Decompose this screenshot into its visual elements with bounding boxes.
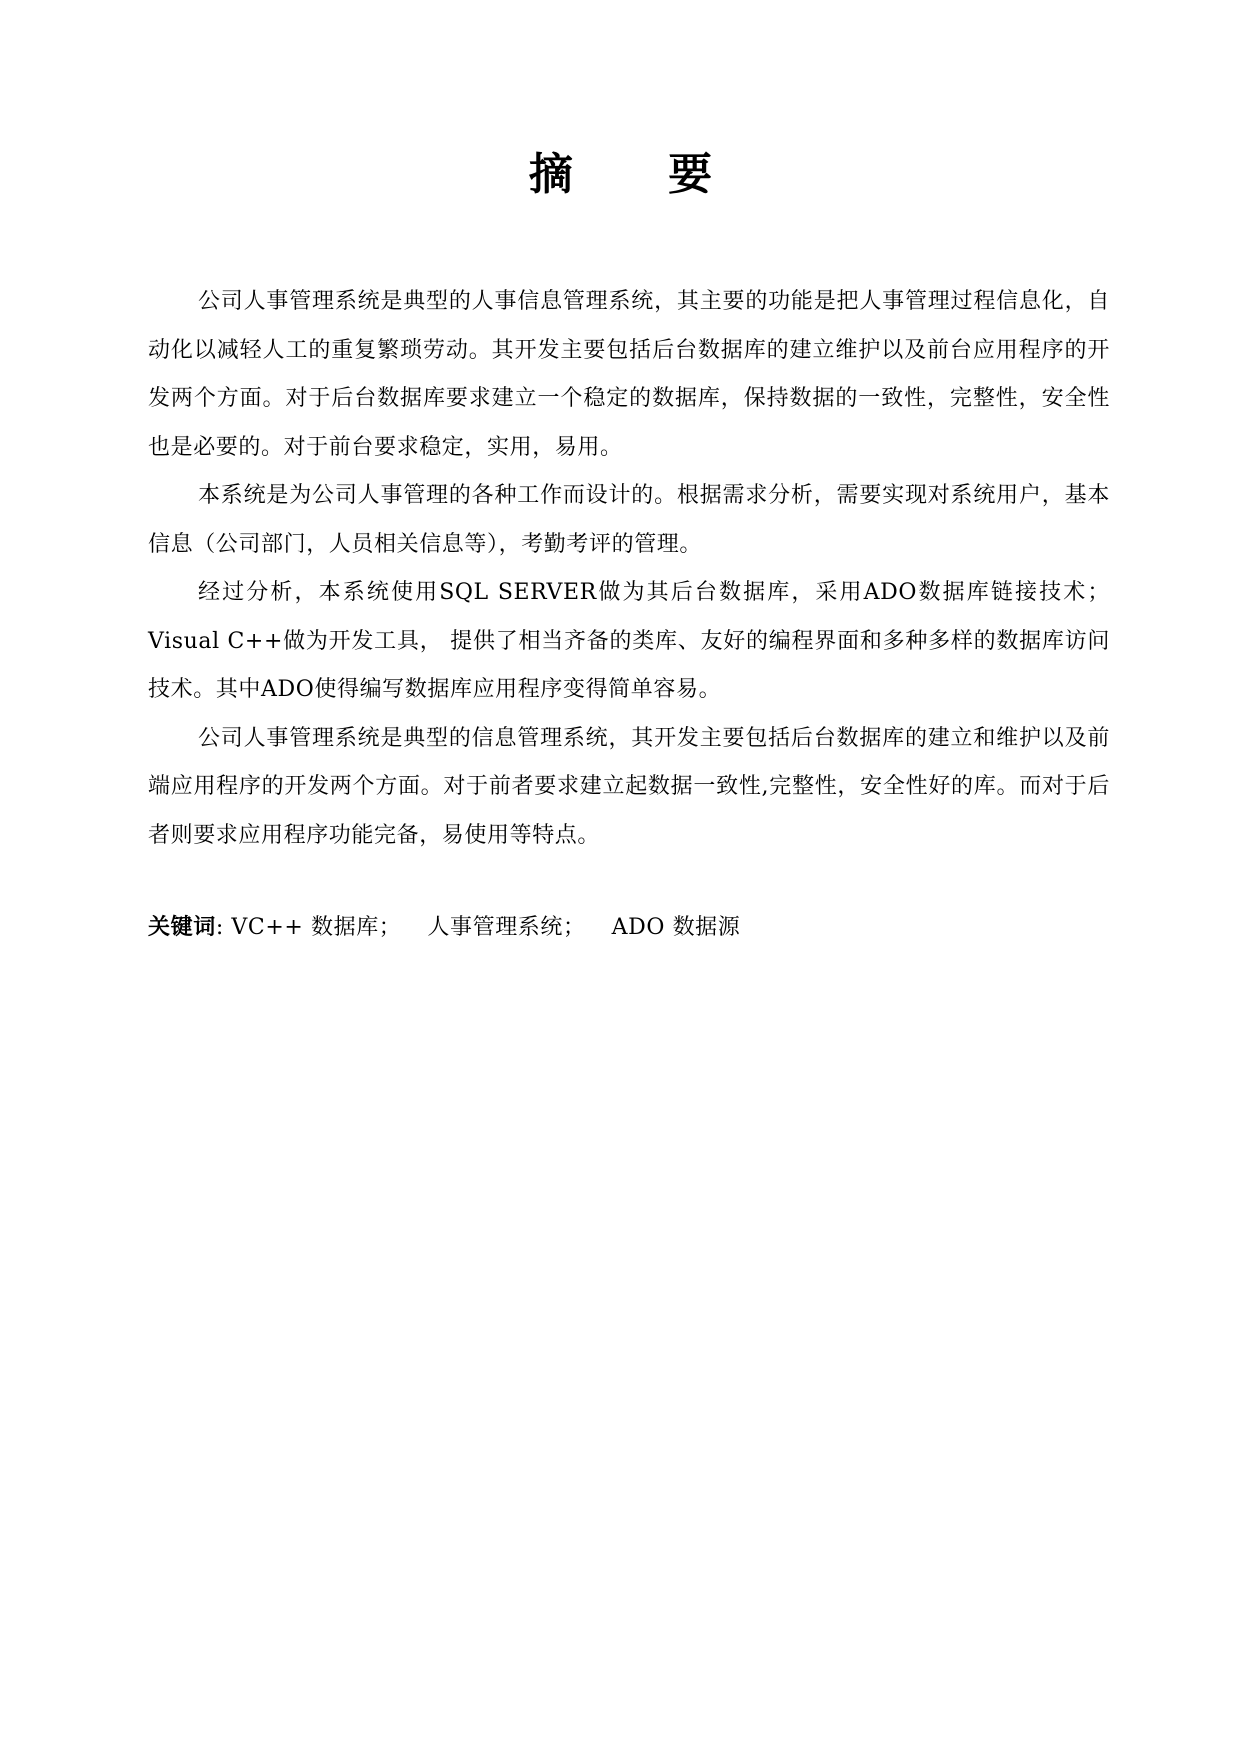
keywords-label: 关键词 (148, 915, 216, 940)
page-title: 摘 要 (528, 149, 753, 200)
keyword-item: VC++ 数据库； (231, 915, 402, 940)
abstract-paragraph-1: 公司人事管理系统是典型的人事信息管理系统，其主要的功能是把人事管理过程信息化，自动化以减轻人工的重复繁琐劳动。其开发主要包括后台数据库的建立维护以及前台应用程序的开发两个方面。对于后台数据库要求建立一个稳定的数据库，保持数据的一致性，完整性，安全性也是必要的。对于前台要求稳定，实用，易用。 (148, 289, 1110, 460)
abstract-paragraph-3: 经过分析，本系统使用SQL SERVER做为其后台数据库，采用ADO数据库链接技术；Visual C++做为开发工具， 提供了相当齐备的类库、友好的编程界面和多种多样的数据库访问技术。其中ADO使得编写数据库应用程序变得简单容易。 (148, 580, 1110, 702)
keyword-item: ADO 数据源 (611, 915, 741, 940)
keywords-line (148, 904, 1110, 952)
abstract-paragraph-2: 本系统是为公司人事管理的各种工作而设计的。根据需求分析，需要实现对系统用户，基本信息（公司部门，人员相关信息等），考勤考评的管理。 (148, 483, 1110, 557)
abstract-body (148, 278, 1110, 860)
keyword-item: 人事管理系统； (427, 915, 586, 940)
keywords-separator: : (215, 915, 232, 940)
abstract-paragraph-4: 公司人事管理系统是典型的信息管理系统，其开发主要包括后台数据库的建立和维护以及前端应用程序的开发两个方面。对于前者要求建立起数据一致性,完整性，安全性好的库。而对于后者则要求应用程序功能完备，易使用等特点。 (148, 725, 1110, 848)
